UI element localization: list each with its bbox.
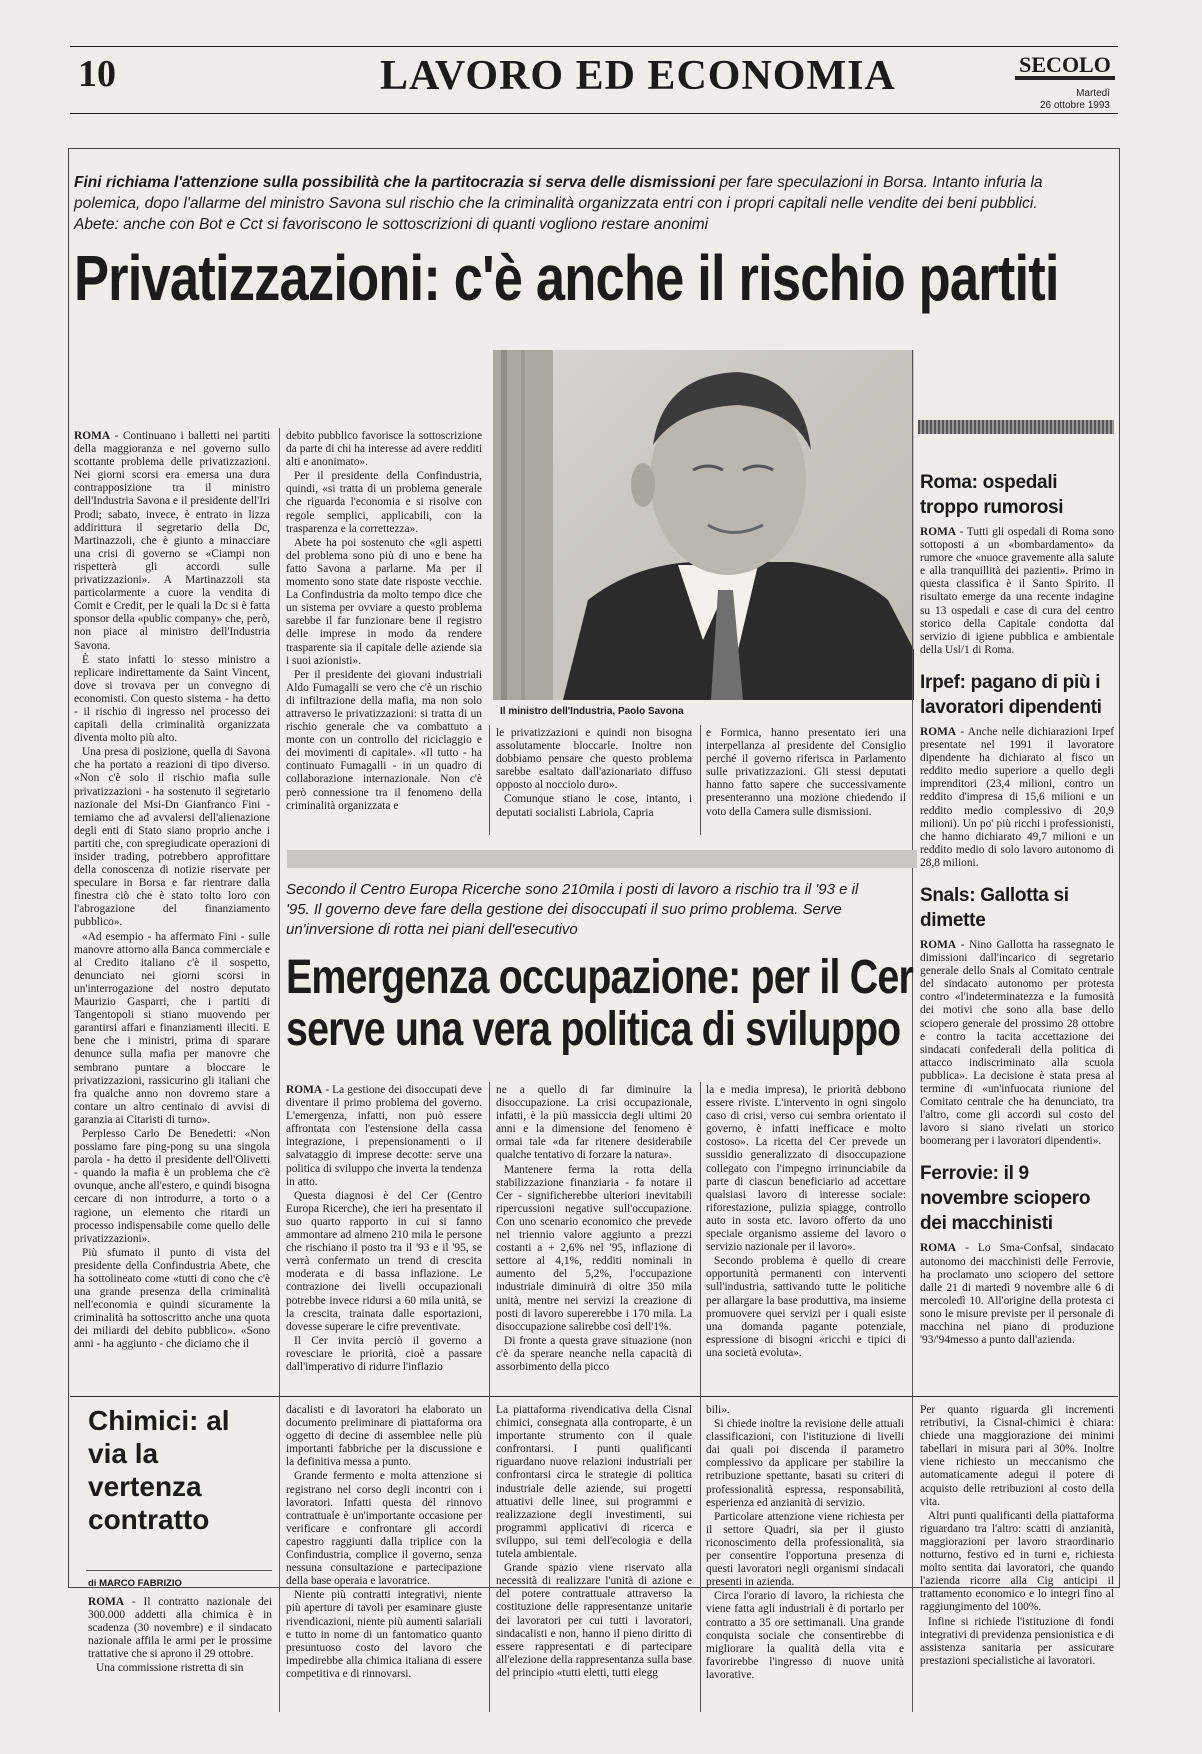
sidebar-divider	[912, 350, 913, 1486]
paragraph: bili».	[706, 1404, 730, 1416]
sidebar-item-body	[920, 939, 1114, 1150]
main-col-4	[706, 727, 906, 835]
sidebar-item-title: Roma: ospedali troppo rumorosi	[920, 472, 1064, 518]
paragraph: Per il presidente della Confindustria, quindi, «si tratta di un problema generale che riguarda l'economia e si risolve con regole semplici, applicabili, con la trasparenza e la correttezza».	[286, 470, 482, 535]
column-divider	[700, 725, 701, 835]
sidebar-item-body	[920, 1242, 1114, 1348]
paragraph	[920, 1242, 1114, 1347]
paragraph: Grande spazio viene riservato alla necessità di realizzare l'unità di azione e del potere contrattuale attraverso la costituzione delle rappresentanze unitarie dei lavoratori per cui tutti i lavoratori, sindacalisti e non, hanno il pieno diritto di essere rappresentati e di partecipare all'elezione della rappresentanza sulla base del principio «tutti eletti, tutti elegg	[496, 1562, 692, 1679]
main-col-3	[496, 727, 692, 835]
paragraph-text: - Nino Gallotta ha rassegnato le dimissioni dall'incarico di segretario generale dello Snals al Comitato centrale del sindacato autonomo per protesta contro «l'indeterminatezza e la fumosità dei motivi che sono alla base dello sciopero generale del prossimo 28 ottobre e contro la tacita accettazione dei sindacati confederali della politica di attacco indiscriminato alla scuola pubblica». La decisione è stata presa al termine di «un'infuocata riunione del Comitato centrale che ha denunciato, tra l'altro, come gli accordi sul costo del lavoro si siano rivelati un storico boomerang per i lavoratori dipendenti».	[920, 938, 1114, 1148]
bottom-col-4	[706, 1404, 904, 1712]
bottom-col-5	[920, 1404, 1114, 1712]
paragraph	[920, 726, 1114, 870]
column-divider	[279, 428, 280, 1486]
paragraph: Abete ha poi sostenuto che «gli aspetti del problema sono più di uno e bene ha fatto Savona a parlarne. Ma per il momento sono state date risposte vecchie. La Confindustria da molto tempo dice che un sistema per ovviare a questo problema sarebbe il far funzionare bene il registro delle imprese in modo da rendere trasparente sia il capitale delle aziende sia i suoi azionisti».	[286, 536, 482, 667]
sidebar-item	[920, 883, 1114, 1150]
bottom-rule	[70, 1396, 1118, 1397]
paragraph: Infine si richiede l'istituzione di fondi integrativi di previdenza pensionistica e di assistenza sanitaria per assicurare prestazioni specialistiche ai lavoratori.	[920, 1615, 1114, 1667]
paragraph: debito pubblico favorisce la sottoscrizione da parte di chi ha interesse ad avere redditi alti e anonimato».	[286, 430, 482, 469]
column-divider	[700, 1402, 701, 1712]
paragraph-text: - Il contratto nazionale dei 300.000 addetti alla chimica è in scadenza (30 novembre) e il sindacato nazionale affila le armi per le prossime trattative che si aprono il 29 ottobre.	[88, 1596, 272, 1661]
column-divider	[279, 1402, 280, 1712]
paragraph: Particolare attenzione viene richiesta per il settore Quadri, sia per il giusto riconoscimento della professionalità, sia per consentire l'opportuna presenza di questi lavoratori negli organismi sindacali presenti in azienda.	[706, 1510, 904, 1589]
photo-caption: Il ministro dell'Industria, Paolo Savona	[500, 706, 684, 717]
second-headline	[286, 952, 913, 1056]
dateline: ROMA	[920, 938, 957, 951]
paragraph: Secondo problema è quello di creare opportunità permanenti con interventi sull'industria, sattivando tutte le politiche per allargare la base produttiva, ma insieme promuovere quei servizi per i quali esiste una domanda pagante potenziale, espressione di bisogni «ricchi e tipici di una società evoluta».	[706, 1255, 906, 1359]
main-kicker-bold: Fini richiama l'attenzione sulla possibilità che la partitocrazia si serva delle dismissioni	[74, 174, 716, 191]
paragraph-text: - La gestione dei disoccupati deve diventare il primo problema del governo. L'emergenza, infatti, non può essere affrontata con l'estensione della cassa integrazione, i prepensionamenti o il salvataggio di imprese decotte: serve una politica di sviluppo che inverta la tendenza in atto.	[286, 1084, 482, 1188]
bottom-headline: Chimici: al via la vertenza contratto	[88, 1405, 230, 1535]
paragraph: Per il presidente dei giovani industriali Aldo Fumagalli se vero che c'è un rischio di infiltrazione della mafia, ma non solo attraverso le privatizzazioni: si tratta di un rischio generale che va combattuto a monte con un controllo del riciclaggio e dei movimenti di capitale». «Il tutto - ha continuato Fumagalli - in un quadro di collaborazione internazionale. Non c'è però connessione tra il fenomeno della criminalità organizzata e	[286, 668, 482, 812]
sidebar-item-title: Snals: Gallotta si dimette	[920, 884, 1069, 931]
paragraph: e Formica, hanno presentato ieri una interpellanza al presidente del Consiglio perché il governo riferisca in Parlamento sulle privatizzazioni. Gli stessi deputati hanno fatto sapere che successivamente presenteranno una mozione chiedendo il voto della Camera sulle dismissioni.	[706, 727, 906, 818]
page-number: 10	[78, 53, 116, 95]
portrait-image	[493, 350, 914, 700]
paragraph-text: - Continuano i balletti nei partiti della maggioranza e nel governo sullo scottante problema delle privatizzazioni. Nei giorni scorsi era emersa una dura contrapposizione tra il ministro dell'Industria Savona e il presidente dell'Iri Prodi; sabato, invece, è entrato in lizza addirittura il segretario della Dc, Martinazzoli, che è giunto a minacciare una crisi di governo se «Ciampi non rispetterà gli accordi sulle privatizzazioni». A Martinazzoli sta particolarmente a cuore la vendita di Comit e Credit, per le quali la Dc si è fatta sponsor della «public company» che, però, non piace al ministro dell'Industria Savona.	[74, 430, 270, 652]
sidebar-item	[920, 1161, 1114, 1348]
sidebar-item-body	[920, 526, 1114, 658]
byline-rule	[86, 1570, 272, 1571]
paragraph: ne a quello di far diminuire la disoccupazione. La crisi occupazionale, infatti, è la più massiccia degli ultimi 20 anni e la dimensione del fenomeno è ormai tale «da far ritenere desiderabile qualche tentativo di forzare la natura».	[496, 1084, 692, 1162]
column-divider	[912, 1402, 913, 1712]
paragraph: dacalisti e di lavoratori ha elaborato un documento preliminare di piattaforma ora oggetto di decine di assemblee nelle più importanti fabbriche per la discussione e la definitiva messa a punto.	[286, 1404, 482, 1469]
sidebar	[920, 470, 1114, 1486]
dateline: ROMA	[74, 430, 111, 442]
paragraph	[74, 430, 270, 653]
section-title: LAVORO ED ECONOMIA	[380, 53, 896, 99]
masthead	[1015, 54, 1115, 80]
bottom-col-2	[286, 1404, 482, 1712]
bottom-col-3	[496, 1404, 692, 1712]
paragraph: Una presa di posizione, quella di Savona che ha portato a reazioni di tipo diverso. «Non c'è solo il rischio mafia sulle privatizzazioni - ha sostenuto il segretario nazionale del Msi-Dn Gianfranco Fini - temiamo che ad avvalersi dell'alienazione degli enti di Stato siano proprio anche i partiti che, con spregiudicate operazioni di insider trading, potrebbero approfittare della conoscenza di notizie riservate per speculare in Borsa e far rientrare dalla finestra ciò che è stato tolto loro con l'abrogazione del finanziamento pubblico».	[74, 746, 270, 929]
sidebar-bar	[918, 420, 1114, 434]
paragraph: Di fronte a questa grave situazione (non c'è da sperare neanche nella capacità di assorbimento della picco	[496, 1334, 692, 1373]
top-rule	[70, 46, 1118, 47]
paragraph-text: - Lo Sma-Confsal, sindacato autonomo dei macchinisti delle Ferrovie, ha proclamato uno sciopero del settore dalle 21 di martedì 9 novembre alle 6 di mercoledì 10. All'origine della protesta ci sono le misure previste per il personale di macchina nel piano di produzione '93/'94messo a punto dall'azienda.	[920, 1242, 1114, 1347]
main-col-2	[286, 430, 482, 835]
byline: di MARCO FABRIZIO	[88, 1578, 182, 1589]
dateline: ROMA	[286, 1084, 323, 1096]
second-headline-line-2: serve una vera politica di sviluppo	[286, 1003, 901, 1056]
paragraph-text: - Tutti gli ospedali di Roma sono sottoposti a un «bombardamento» da rumore che «nuoce gravemente alla salute e alla tranquillità dei pazienti». Primo in questa classifica è il Santo Spirito. Il risultato emerge da una recente indagine su 13 ospedali e case di cura del centro storico della Capitale condotta dal servizio di igiene pubblica e ambientale della Usl/1 di Roma.	[920, 526, 1114, 656]
sidebar-item-title: Ferrovie: il 9 novembre sciopero dei macchinisti	[920, 1163, 1091, 1235]
paragraph: Il Cer invita perciò il governo a rovesciare le priorità, cioè a passare dall'imperativo di ridurre l'inflazio	[286, 1334, 482, 1373]
paragraph: Per quanto riguarda gli incrementi retributivi, la Cisnal-chimici è chiara: chiede una maggiorazione dei minimi tabellari in misura pari al 30%. Inoltre viene richiesto un meccanismo che automaticamente adegui il potere di acquisto delle retribuzioni al costo della vita.	[920, 1404, 1114, 1508]
second-kicker: Secondo il Centro Europa Ricerche sono 210mila i posti di lavoro a rischio tra il '93 e il '95. Il governo deve fare della gestione dei disoccupati il suo primo problema. Serve un'inversione di rotta nei piani dell'esecutivo	[286, 881, 859, 938]
paragraph: La piattaforma rivendicativa della Cisnal chimici, consegnata alla controparte, è un importante strumento con il quale confrontarsi. I punti qualificanti riguardano nuove relazioni industriali per confrontarsi circa le strategie di politica industriale delle aziende, sui progetti attuativi delle linee, sui programmi e realizzazione degli investimenti, sui programmi applicativi di ricerca e sviluppo, sui temi dell'ecologia e della tutela ambientale.	[496, 1404, 692, 1561]
paragraph: Mantenere ferma la rotta della stabilizzazione finanziaria - fa notare il Cer - significherebbe ulteriori inevitabili ripercussioni negative sull'occupazione. Con uno scenario economico che prevede nel triennio valore aggiunto a prezzi costanti a + 2,6% nel '95, inflazione di settore al 4,1%, redditi nominali in aumento del 5,2%, l'occupazione industriale diminuirà di oltre 350 mila unità, mentre nei servizi la creazione di posti di lavoro supererebbe i 170 mila. La disoccupazione salirebbe così dell'1%.	[496, 1163, 692, 1333]
paragraph-text: - Anche nelle dichiarazioni Irpef presentate nel 1991 il lavoratore dipendente ha dichiarato al fisco un reddito medio superiore a quello degli imprenditori (23,4 milioni, contro un reddito d'impresa di 15,6 milioni e un reddito medio complessivo di 20,9 milioni). Un po' più ricchi i professionisti, che hanno dichiarato 49,7 milioni e un reddito medio di solo lavoro autonomo di 28,8 milioni.	[920, 725, 1114, 869]
paragraph	[88, 1596, 272, 1661]
section-band	[287, 850, 917, 868]
sidebar-item-body	[920, 726, 1114, 871]
issue-date: 26 ottobre 1993	[1039, 100, 1110, 111]
paragraph: Perplesso Carlo De Benedetti: «Non possiamo fare ping-pong su una singola parola - ha detto il presidente dell'Olivetti - quando la mafia è un problema che c'è ovunque, anche all'estero, e quindi bisogna cercare di non introdurre, a torto o a ragione, un elemento che ritardi un processo indispensabile come quello delle privatizzazioni».	[74, 1127, 270, 1245]
paragraph: Grande fermento e molta attenzione si registrano nel corso degli incontri con i lavoratori. Infatti questa del rinnovo contrattuale è un'importante occasione per verificare e confrontare gli accordi capestro raggiunti dalla triplice con la Confindustria, complice il governo, senza nessuna consultazione e partecipazione della base operaia e lavoratrice.	[286, 1470, 482, 1588]
dateline: ROMA	[88, 1596, 125, 1608]
dateline: ROMA	[920, 725, 957, 738]
date-block	[990, 88, 1110, 112]
paragraph: Si chiede inoltre la revisione delle attuali classificazioni, con l'istituzione di livelli dai quali poi discenda il parametro complessivo da applicare per stabilire la retribuzione spettante, basati su criteri di professionalità espressa, responsabilità, esperienza ed anzianità di servizio.	[706, 1418, 904, 1509]
bottom-col-1	[88, 1596, 272, 1708]
paragraph: Altri punti qualificanti della piattaforma riguardano tra l'altro: scatti di anzianità, maggiorazioni per lavoro straordinario notturno, festivo ed in turni e, richiesta molto sentita dai lavoratori, che quando l'azienda ricorre alla Cig anticipi il trattamento economico e lo integri fino al raggiungimento del 100%.	[920, 1509, 1114, 1614]
paragraph	[920, 526, 1114, 657]
dateline: ROMA	[920, 1242, 957, 1255]
paragraph: la e media impresa), le priorità debbono essere riviste. L'intervento in ogni singolo caso di crisi, verso cui sembra orientato il governo, è infatti inefficace e molto costoso». La ricetta del Cer prevede un sussidio generalizzato di disoccupazione collegato con l'impegno irrinunciabile da parte di ciascun beneficiario ad accettare qualsiasi lavoro di interesse sociale: riforestazione, pulizia spiagge, controllo auto in sosta etc. lavoro offerto da uno speciale organismo assieme del lavoro o servizio nazionale per il lavoro».	[706, 1084, 906, 1254]
paragraph: le privatizzazioni e quindi non bisogna assolutamente bloccarle. Inoltre non dobbiamo pensare che questo problema sarebbe esaltato dall'azionariato diffuso opposto al nocciolo duro».	[496, 727, 692, 792]
paragraph: Comunque stiano le cose, intanto, i deputati socialisti Labriola, Capria	[496, 793, 692, 819]
paragraph: Niente più contratti integrativi, niente più aperture di tavoli per esaminare giuste rivendicazioni, niente più aumenti salariali e tutto in nome di un fantomatico quanto presuntuoso costo del lavoro che impedirebbe alla chimica italiana di essere competitiva e di rinnovarsi.	[286, 1589, 482, 1680]
paragraph	[286, 1084, 482, 1189]
paragraph: È stato infatti lo stesso ministro a replicare indirettamente da Saint Vincent, dove si trovava per un convegno di economisti. Con questo sistema - ha detto - il rischio di ingresso nel processo dei capitali della criminalità organizzata diventa molto più alto.	[74, 653, 270, 745]
column-divider	[489, 725, 490, 835]
main-headline: Privatizzazioni: c'è anche il rischio partiti	[74, 242, 1059, 314]
savona-photo	[493, 350, 914, 700]
masthead-logo: SECOLO	[1015, 54, 1115, 80]
main-col-1	[74, 430, 270, 1483]
paragraph	[920, 939, 1114, 1149]
second-headline-line-1: Emergenza occupazione: per il Cer	[286, 951, 913, 1004]
main-kicker	[74, 172, 1044, 235]
paragraph: Più sfumato il punto di vista del presidente della Confindustria Abete, che ha sottolineato come «tutti di cono che c'è una grande presenza della criminalità nell'economia e quindi sicuramente la criminalità ha sottoscritto anche una quota dei miliardi del debito pubblico». «Sono anni - ha aggiunto - che diciamo che il	[74, 1246, 270, 1351]
sidebar-item	[920, 670, 1114, 871]
sidebar-item-title: Irpef: pagano di più i lavoratori dipendenti	[920, 671, 1102, 718]
dateline: ROMA	[920, 526, 957, 538]
column-divider	[489, 1402, 490, 1712]
paragraph: Una commissione ristretta di sin	[96, 1662, 244, 1675]
paragraph: Circa l'orario di lavoro, la richiesta che viene fatta agli industriali è di portarlo per contratto a 35 ore settimanali. Una grande conquista sociale che consentirebbe di migliorare la qualità della vita e favorirebbe l'ingresso di nuove unità lavorative.	[706, 1590, 904, 1681]
paragraph: «Ad esempio - ha affermato Fini - sulle manovre attorno alla Banca commerciale e al Credito italiano c'è il sospetto, denunciato nei giorni scorsi in un'interrogazione del nostro deputato Maurizio Gasparri, che i partiti di Tangentopoli si stiano muovendo per garantirsi affari e finanziamenti illeciti. E bene che i ministri, prima di sparare denunce sulla mafia per manovre che sembrano puntare a bloccare le privatizzazioni, rassicurino gli italiani che fra qualche anno non dovremo stare a contare un altro centinaio di avvisi di garanzia ai Citaristi di turno».	[74, 930, 270, 1126]
main-kicker-rest: per fare speculazioni in Borsa. Intanto infuria la polemica, dopo l'allarme del ministro Savona sul rischio che la criminalità organizzata entri con i propri capitali nelle vendite dei beni pubblici. Abete: anche con Bot e Cct si favoriscono le sottoscrizioni di quanti vogliono restare anonimi	[74, 174, 1043, 233]
paragraph: Questa diagnosi è del Cer (Centro Europa Ricerche), che ieri ha presentato il suo quarto rapporto in cui si fanno ammontare ad almeno 210 mila le persone che rischiano il posto tra il '93 e il '95, se verrà confermato un trend di crescita moderata e di bassa inflazione. Le contrazione dei livelli occupazionali potrebbe invece ridursi a 60 mila unità, se la crescita, trainata dalle esportazioni, dovesse superare le cifre preventivate.	[286, 1189, 482, 1333]
header-rule	[70, 113, 1118, 114]
issue-day: Martedì	[1076, 88, 1110, 99]
sidebar-item	[920, 470, 1114, 658]
